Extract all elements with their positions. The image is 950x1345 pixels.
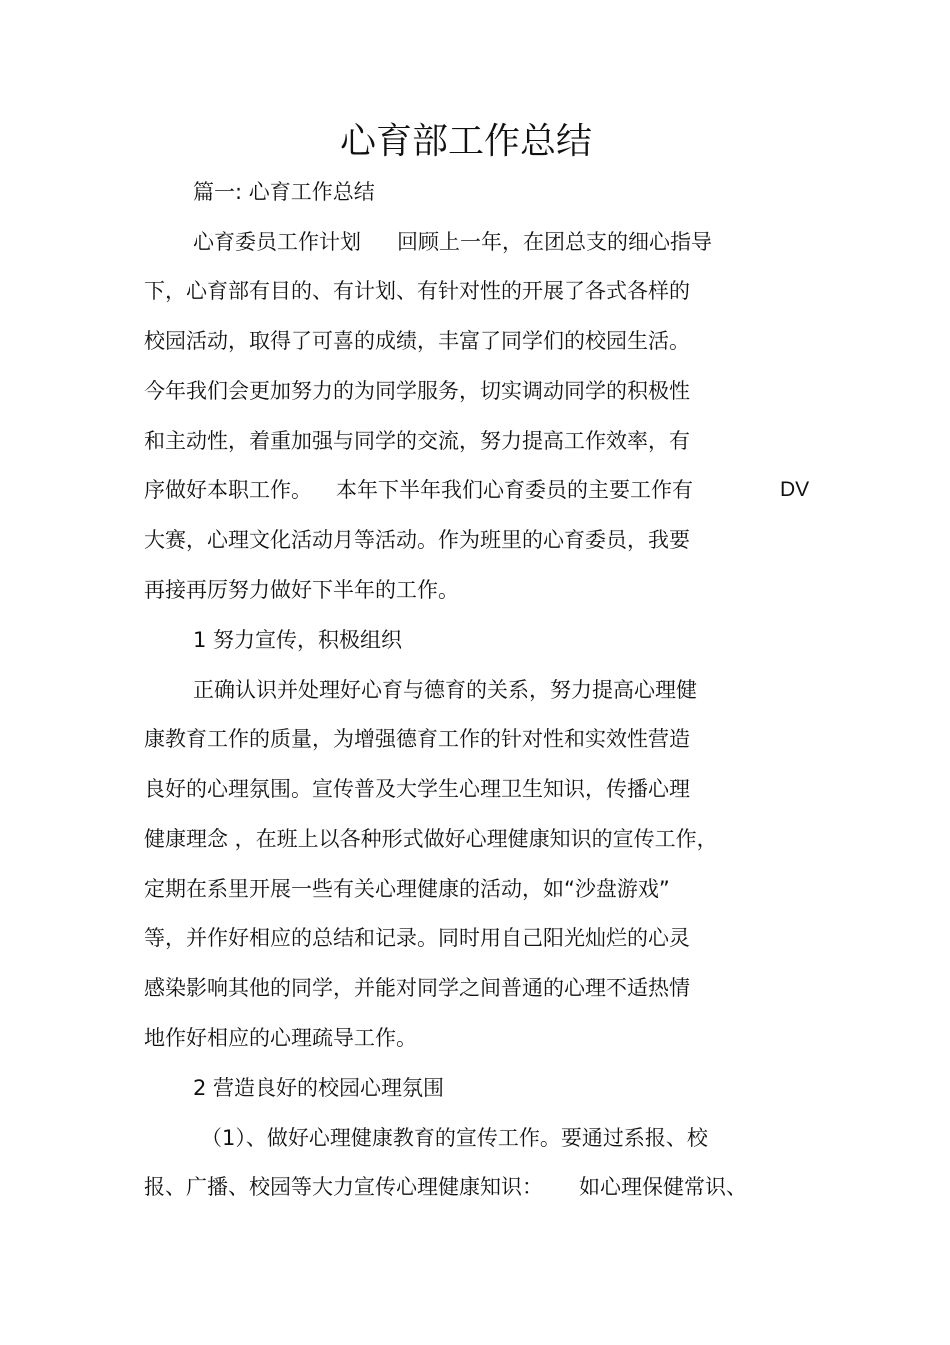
text-segment: 如心理保健常识、 [579,1175,747,1199]
paragraph-2-line-2: 康教育工作的质量，为增强德育工作的针对性和实效性营造 [144,727,690,751]
paragraph-3-line-2 [144,1172,747,1202]
paragraph-1-line-3: 校园活动，取得了可喜的成绩，丰富了同学们的校园生活。 [144,329,690,353]
text-segment: 序做好本职工作。 [144,478,312,502]
paragraph-1-line-1 [193,227,712,257]
text-segment: 心育委员工作计划 [193,230,361,254]
text-segment: 回顾上一年，在团总支的细心指导 [397,230,712,254]
subheading-2: 2 营造良好的校园心理氛围 [193,1076,445,1100]
document-title: 心育部工作总结 [339,121,592,162]
paragraph-2-line-8: 地作好相应的心理疏导工作。 [144,1026,417,1050]
section-heading: 篇一: 心育工作总结 [193,180,375,204]
paragraph-1-line-4: 今年我们会更加努力的为同学服务，切实调动同学的积极性 [144,379,690,403]
dv-text: DV [780,478,810,501]
paragraph-3-line-1: （1）、做好心理健康教育的宣传工作。要通过系报、校 [201,1126,708,1150]
paragraph-2-line-3: 良好的心理氛围。宣传普及大学生心理卫生知识，传播心理 [144,777,690,801]
paragraph-1-line-8: 再接再厉努力做好下半年的工作。 [144,578,459,602]
paragraph-1-line-7: 大赛，心理文化活动月等活动。作为班里的心育委员，我要 [144,528,690,552]
paragraph-1-line-6 [144,475,693,505]
paragraph-2-line-5: 定期在系里开展一些有关心理健康的活动，如“沙盘游戏” [144,877,670,901]
paragraph-2-line-6: 等，并作好相应的总结和记录。同时用自己阳光灿烂的心灵 [144,926,690,950]
paragraph-1-line-2: 下，心育部有目的、有计划、有针对性的开展了各式各样的 [144,279,690,303]
subheading-1: 1 努力宣传，积极组织 [193,628,403,652]
paragraph-2-line-7: 感染影响其他的同学，并能对同学之间普通的心理不适热情 [144,976,690,1000]
text-segment: 报、广播、校园等大力宣传心理健康知识： [144,1175,543,1199]
paragraph-2-line-4: 健康理念 ，在班上以各种形式做好心理健康知识的宣传工作， [144,827,718,851]
text-segment: 本年下半年我们心育委员的主要工作有 [336,478,693,502]
paragraph-1-line-5: 和主动性，着重加强与同学的交流，努力提高工作效率，有 [144,429,690,453]
paragraph-2-line-1: 正确认识并处理好心育与德育的关系，努力提高心理健 [193,678,697,702]
